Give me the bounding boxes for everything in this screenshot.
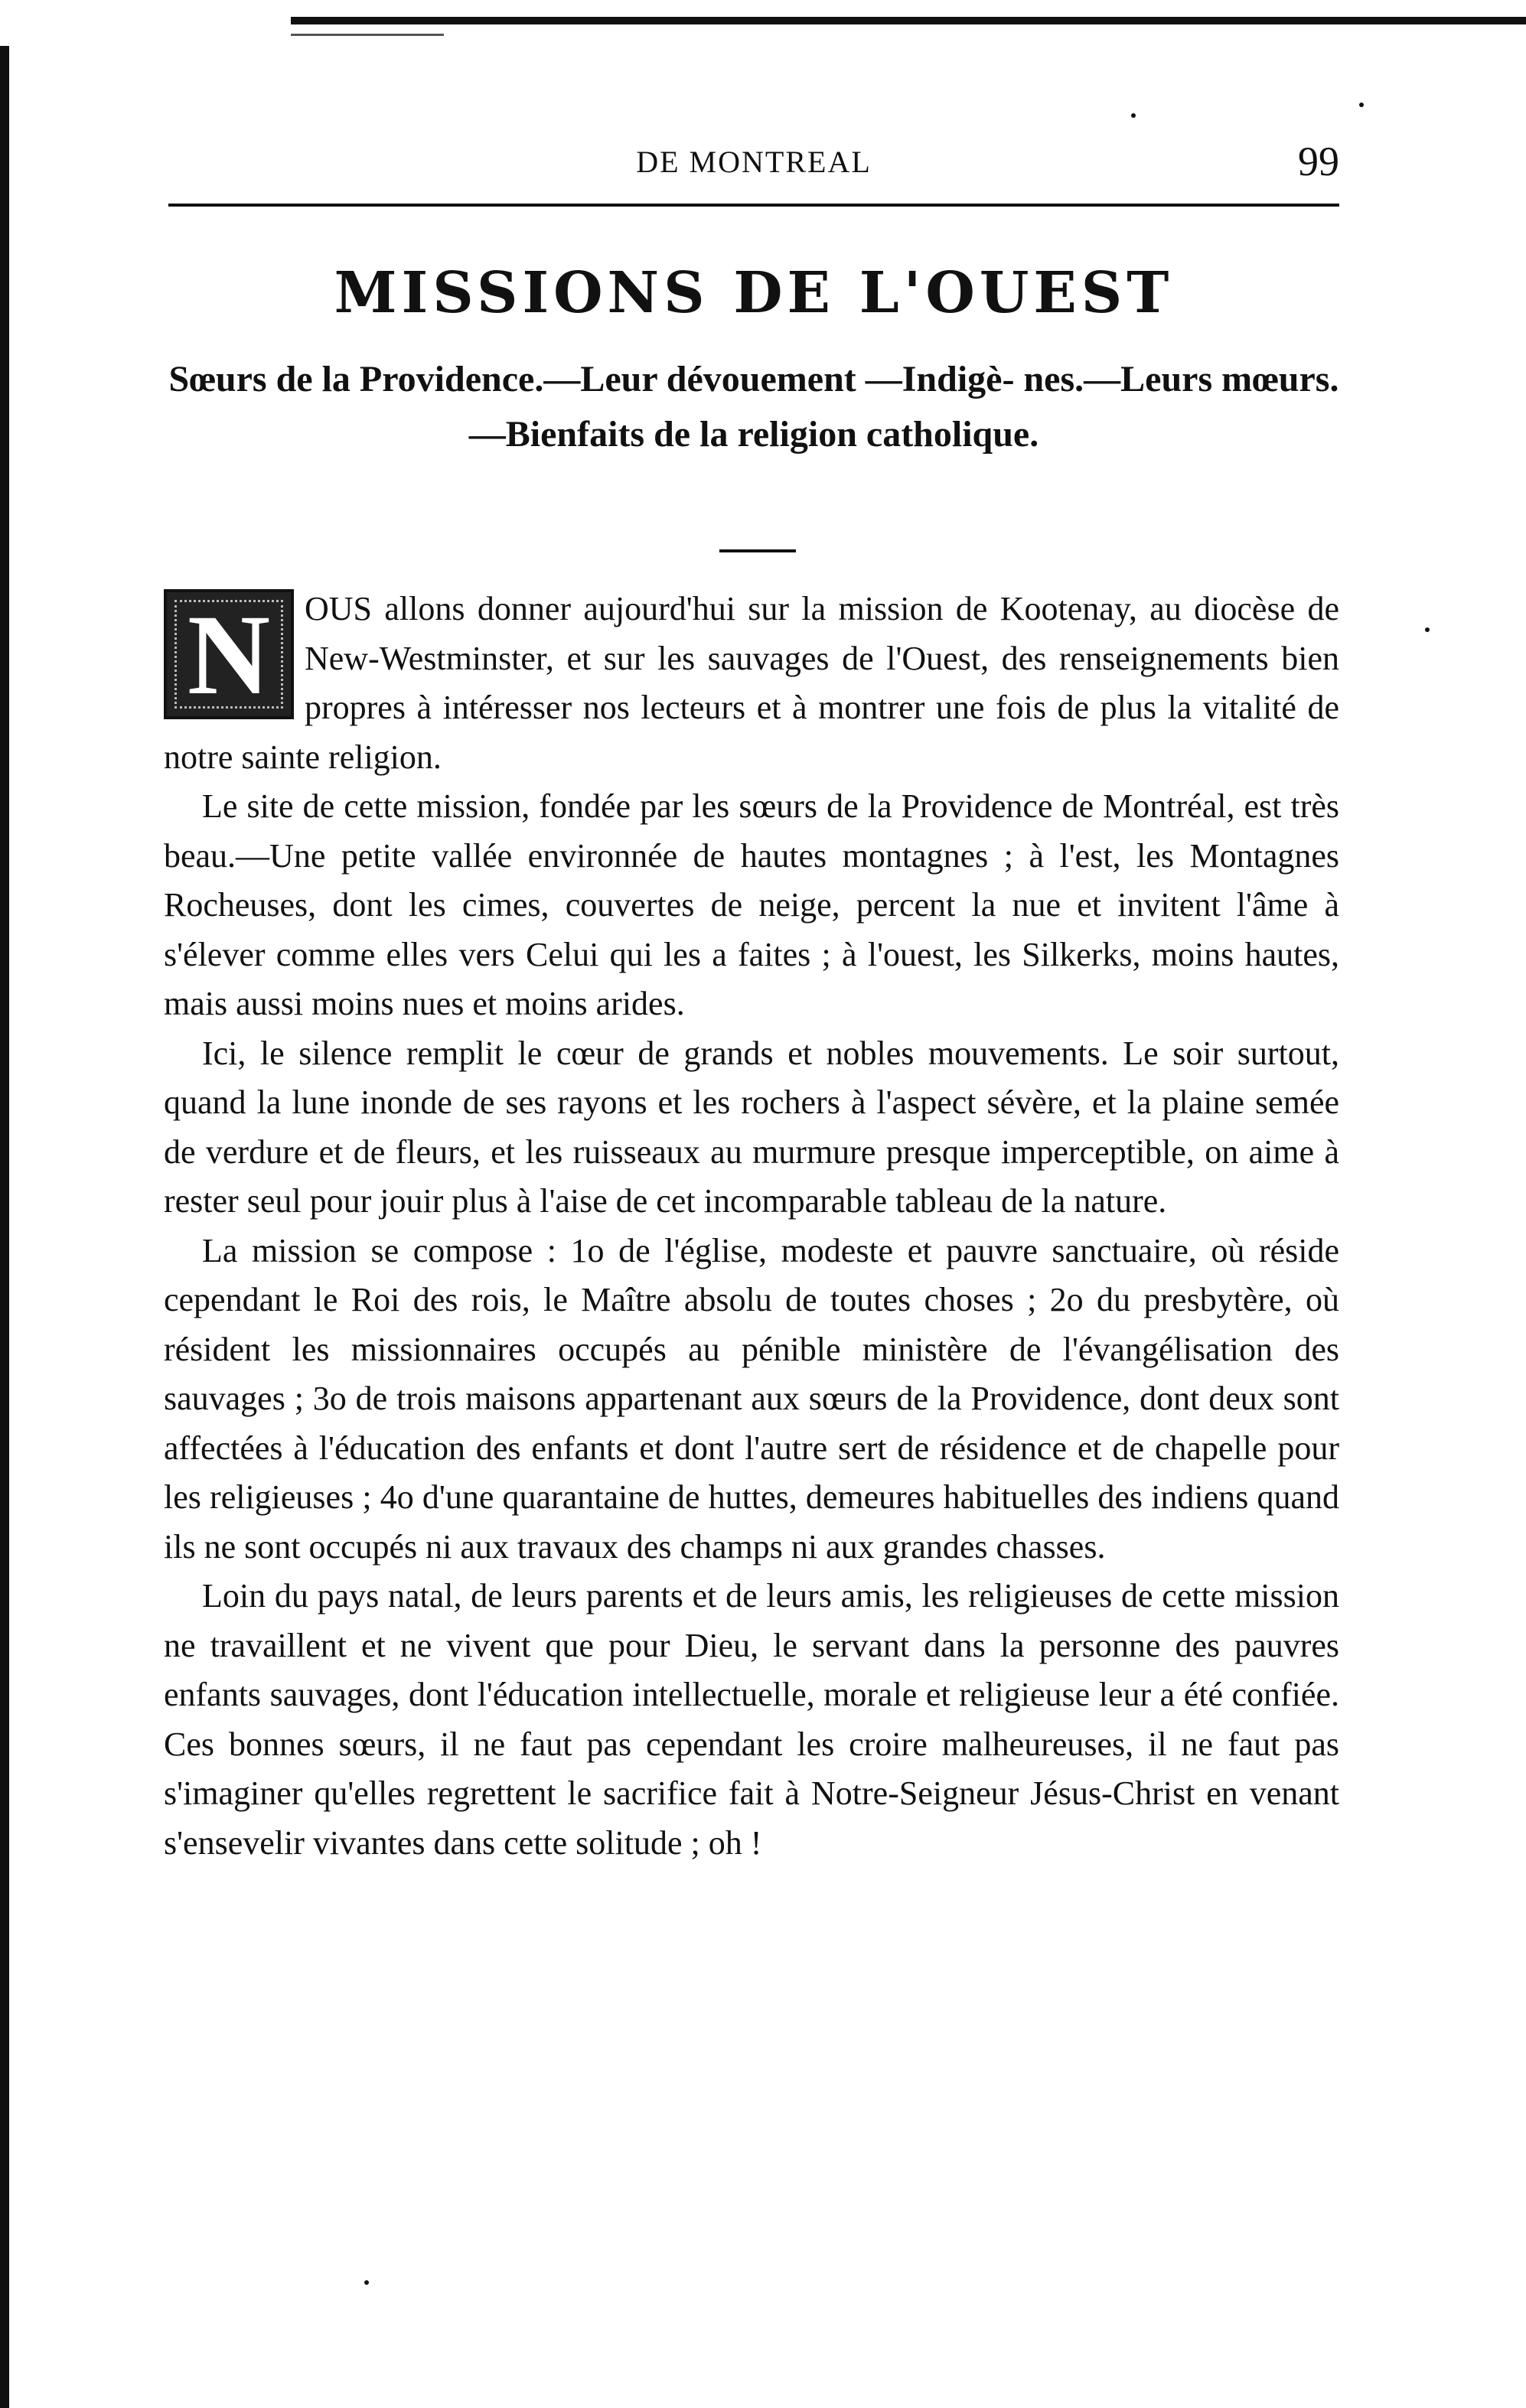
article-subtitle: Sœurs de la Providence.—Leur dévouement —Indigè- nes.—Leurs mœurs.—Bienfaits de la religion catholique. [168,359,1339,455]
top-fine-rule [291,34,444,36]
paragraph-2: Le site de cette mission, fondée par les sœurs de la Providence de Montréal, est très beau.—Une petite vallée environnée de hautes montagnes ; à l'est, les Montagnes Rocheuses, dont les cimes, couvertes de neige, percent la nue et invitent l'âme à s'élever comme elles vers Celui qui les a faites ; à l'ouest, les Silkerks, moins hautes, mais aussi moins nues et moins arides. [164,787,1339,1022]
top-border-rule [291,17,1526,24]
page-left-edge [0,46,9,2408]
print-speck [1359,103,1364,107]
print-speck [364,2280,369,2285]
article-title: MISSIONS DE L'OUEST [334,260,1174,326]
drop-cap-ornament: N [164,589,294,719]
section-divider [719,549,796,552]
paragraph-5: Loin du pays natal, de leurs parents et de leurs amis, les religieuses de cette mission ne travaillent et ne vivent que pour Dieu, le servant dans la personne des pauvres enfants sauvages, dont l'éducation intellectuelle, morale et religieuse leur a été confiée. Ces bonnes sœurs, il ne faut pas cependant les croire malheureuses, il ne faut pas s'imaginer qu'elles regrettent le sacrifice fait à Notre-Seigneur Jésus-Christ en venant s'ensevelir vivantes dans cette solitude ; oh ! [164,1577,1339,1862]
paragraph-4: La mission se compose : 1o de l'église, modeste et pauvre sanctuaire, où réside cependant le Roi des rois, le Maître absolu de toutes choses ; 2o du presbytère, où résident les missionnaires occupés au pénible ministère de l'évangélisation des sauvages ; 3o de trois maisons appartenant aux sœurs de la Providence, dont deux sont affectées à l'éducation des enfants et dont l'autre sert de résidence et de chapelle pour les religieuses ; 4o d'une quarantaine de huttes, demeures habituelles des indiens quand ils ne sont occupés ni aux travaux des champs ni aux grandes chasses. [164,1231,1339,1566]
paragraph-3: Ici, le silence remplit le cœur de grands et nobles mouvements. Le soir surtout, quand la lune inonde de ses rayons et les rochers à l'aspect sévère, et la plaine semée de verdure et de fleurs, et les ruisseaux au murmure presque imperceptible, on aime à rester seul pour jouir plus à l'aise de cet incomparable tableau de la nature. [164,1034,1339,1220]
running-head [168,138,1339,191]
article-body [164,585,1339,1868]
page-number: 99 [1298,138,1339,184]
running-title: DE MONTREAL [636,145,872,179]
paragraph-1-text: OUS allons donner aujourd'hui sur la mission de Kootenay, au diocèse de New-Westminster, et sur les sauvages de l'Ouest, des renseignements bien propres à intéresser nos lecteurs et à montrer une fois de plus la vitalité de notre sainte religion. [164,590,1339,776]
print-speck [1425,627,1430,632]
print-speck [1131,113,1136,118]
header-rule [168,204,1339,207]
paragraph-1 [164,585,1339,782]
